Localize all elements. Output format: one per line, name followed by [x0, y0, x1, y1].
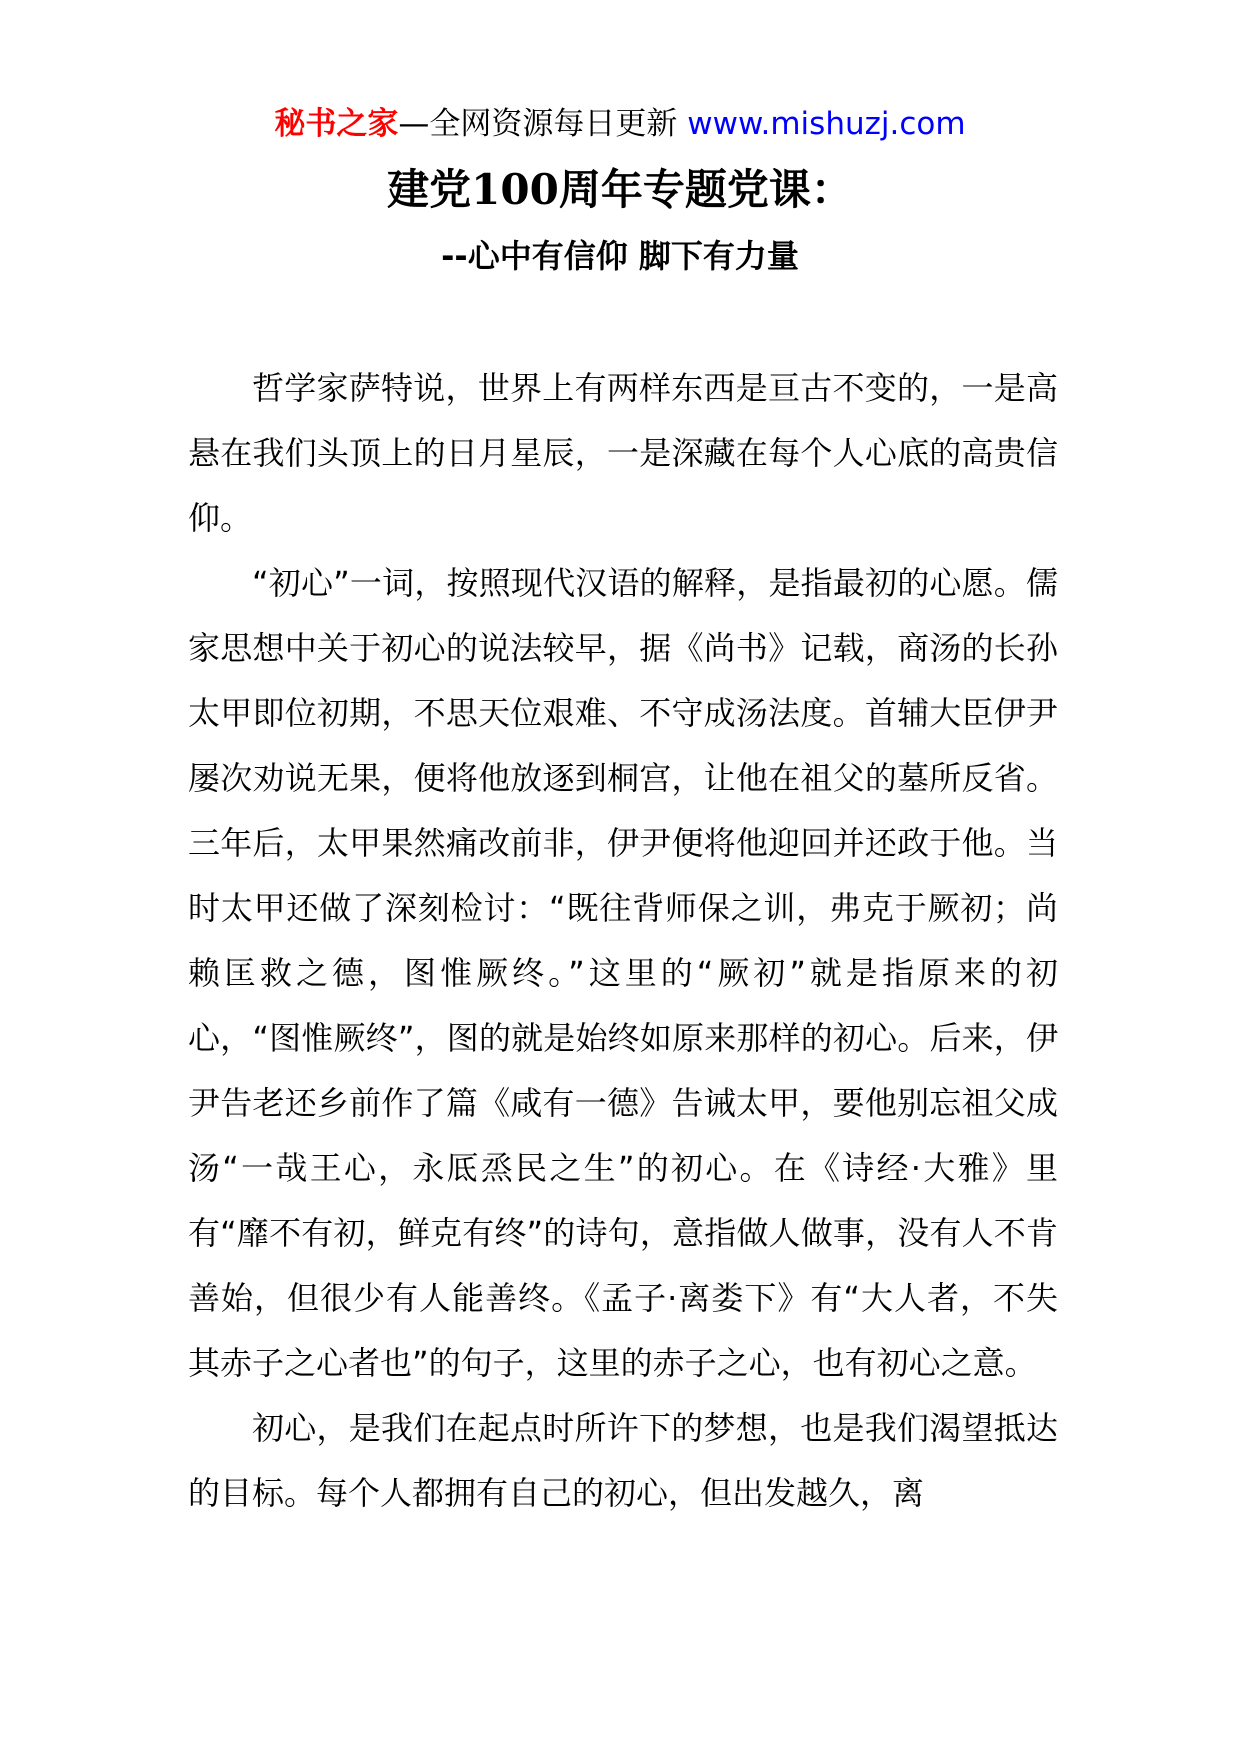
document-body [188, 356, 1058, 1526]
document-title: 建党100周年专题党课： [387, 165, 853, 214]
site-slogan: —全网资源每日更新 [398, 106, 688, 142]
site-header [0, 102, 1240, 146]
paragraph: 哲学家萨特说，世界上有两样东西是亘古不变的，一是高悬在我们头顶上的日月星辰，一是深藏在每个人心底的高贵信仰。 [188, 369, 1058, 537]
document-subtitle: --心中有信仰 脚下有力量 [441, 237, 799, 275]
site-brand: 秘书之家 [274, 106, 399, 142]
paragraph: 初心，是我们在起点时所许下的梦想，也是我们渴望抵达的目标。每个人都拥有自己的初心，但出发越久，离 [188, 1409, 1058, 1512]
paragraph: “初心”一词，按照现代汉语的解释，是指最初的心愿。儒家思想中关于初心的说法较早，据《尚书》记载，商汤的长孙太甲即位初期，不思天位艰难、不守成汤法度。首辅大臣伊尹屡次劝说无果，便将他放逐到桐宫，让他在祖父的墓所反省。三年后，太甲果然痛改前非，伊尹便将他迎回并还政于他。当时太甲还做了深刻检讨：“既往背师保之训，弗克于厥初；尚赖匡救之德，图惟厥终。”这里的“厥初”就是指原来的初心，“图惟厥终”，图的就是始终如原来那样的初心。后来，伊尹告老还乡前作了篇《咸有一德》告诫太甲，要他别忘祖父成汤“一哉王心，永厎烝民之生”的初心。在《诗经·大雅》里有“靡不有初，鲜克有终”的诗句，意指做人做事，没有人不肯善始，但很少有人能善终。《孟子·离娄下》有“大人者，不失其赤子之心者也”的句子，这里的赤子之心，也有初心之意。 [188, 564, 1058, 1382]
site-url-link[interactable]: www.mishuzj.com [687, 106, 966, 142]
